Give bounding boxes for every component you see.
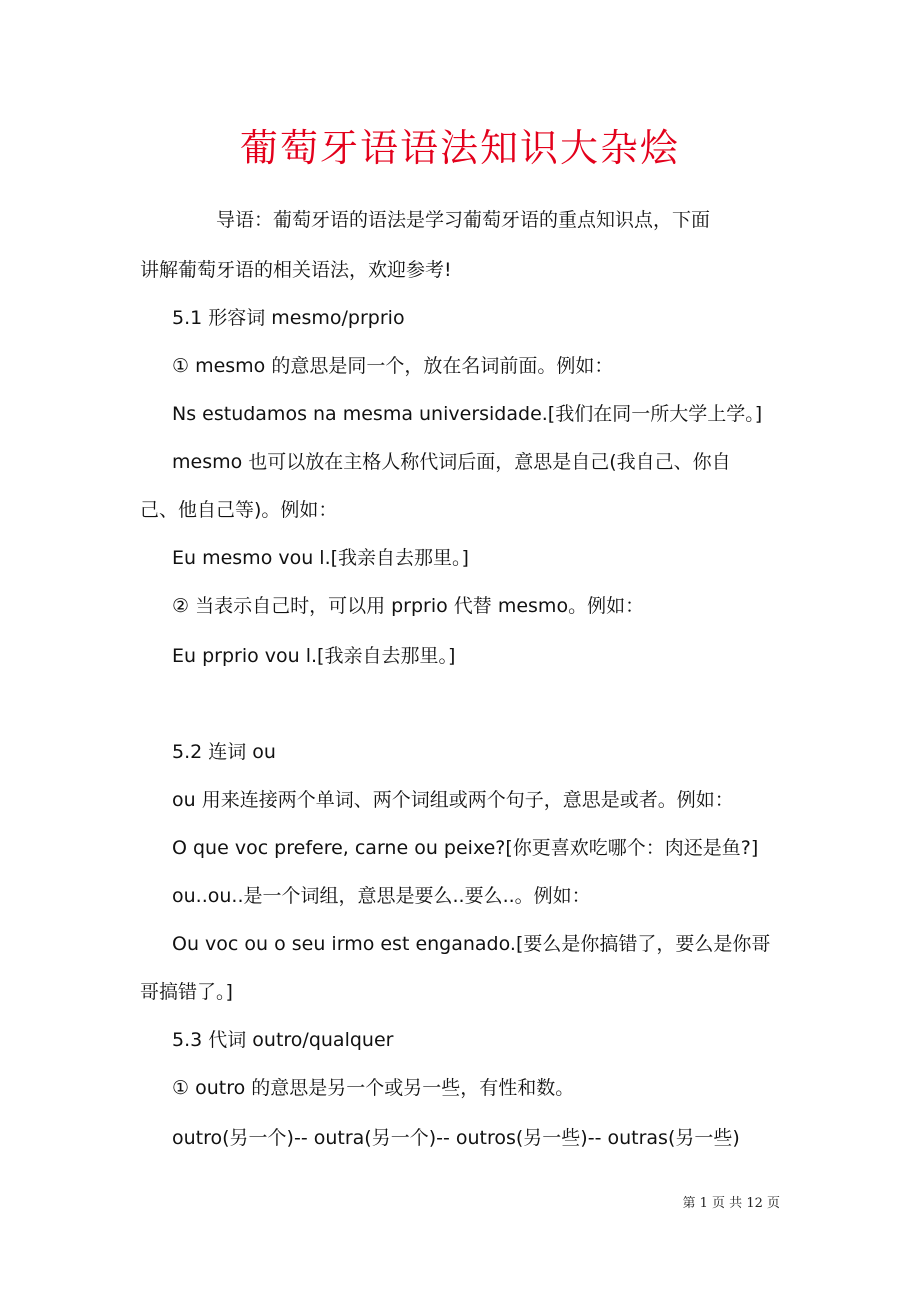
- example-carne-ou-peixe: O que voc prefere, carne ou peixe?[你更喜欢吃哪个：肉还是鱼?]: [172, 837, 759, 859]
- example-mesma-universidade: Ns estudamos na mesma universidade.[我们在同一所大学上学。]: [172, 403, 763, 425]
- paragraph-mesmo-pronoun-2: 己、他自己等)。例如：: [140, 499, 338, 521]
- example-eu-mesmo: Eu mesmo vou l.[我亲自去那里。]: [172, 547, 469, 569]
- document-title: 葡萄牙语语法知识大杂烩: [239, 126, 680, 170]
- paragraph-mesmo-pronoun-1: mesmo 也可以放在主格人称代词后面，意思是自己(我自己、你自: [172, 451, 731, 473]
- section-heading-5-1: 5.1 形容词 mesmo/prprio: [172, 307, 405, 329]
- paragraph-ou-ou: ou..ou..是一个词组，意思是要么..要么..。例如：: [172, 885, 591, 907]
- intro-line-1: 导语：葡萄牙语的语法是学习葡萄牙语的重点知识点，下面: [216, 209, 711, 231]
- paragraph-prprio: ② 当表示自己时，可以用 prprio 代替 mesmo。例如：: [172, 595, 645, 617]
- paragraph-outro-meaning: ① outro 的意思是另一个或另一些，有性和数。: [172, 1077, 575, 1099]
- paragraph-ou-usage: ou 用来连接两个单词、两个词组或两个句子，意思是或者。例如：: [172, 789, 734, 811]
- section-heading-5-3: 5.3 代词 outro/qualquer: [172, 1029, 394, 1051]
- example-eu-prprio: Eu prprio vou l.[我亲自去那里。]: [172, 645, 456, 667]
- section-heading-5-2: 5.2 连词 ou: [172, 741, 276, 763]
- intro-line-2: 讲解葡萄牙语的相关语法，欢迎参考!: [140, 259, 452, 281]
- page-number-footer: 第 1 页 共 12 页: [682, 1196, 780, 1211]
- paragraph-outro-forms: outro(另一个)-- outra(另一个)-- outros(另一些)-- outras(另一些): [172, 1127, 740, 1149]
- example-ou-voce-2: 哥搞错了。]: [140, 981, 233, 1003]
- paragraph-mesmo-meaning: ① mesmo 的意思是同一个，放在名词前面。例如：: [172, 355, 614, 377]
- example-ou-voce-1: Ou voc ou o seu irmo est enganado.[要么是你搞错了，要么是你哥: [172, 933, 771, 955]
